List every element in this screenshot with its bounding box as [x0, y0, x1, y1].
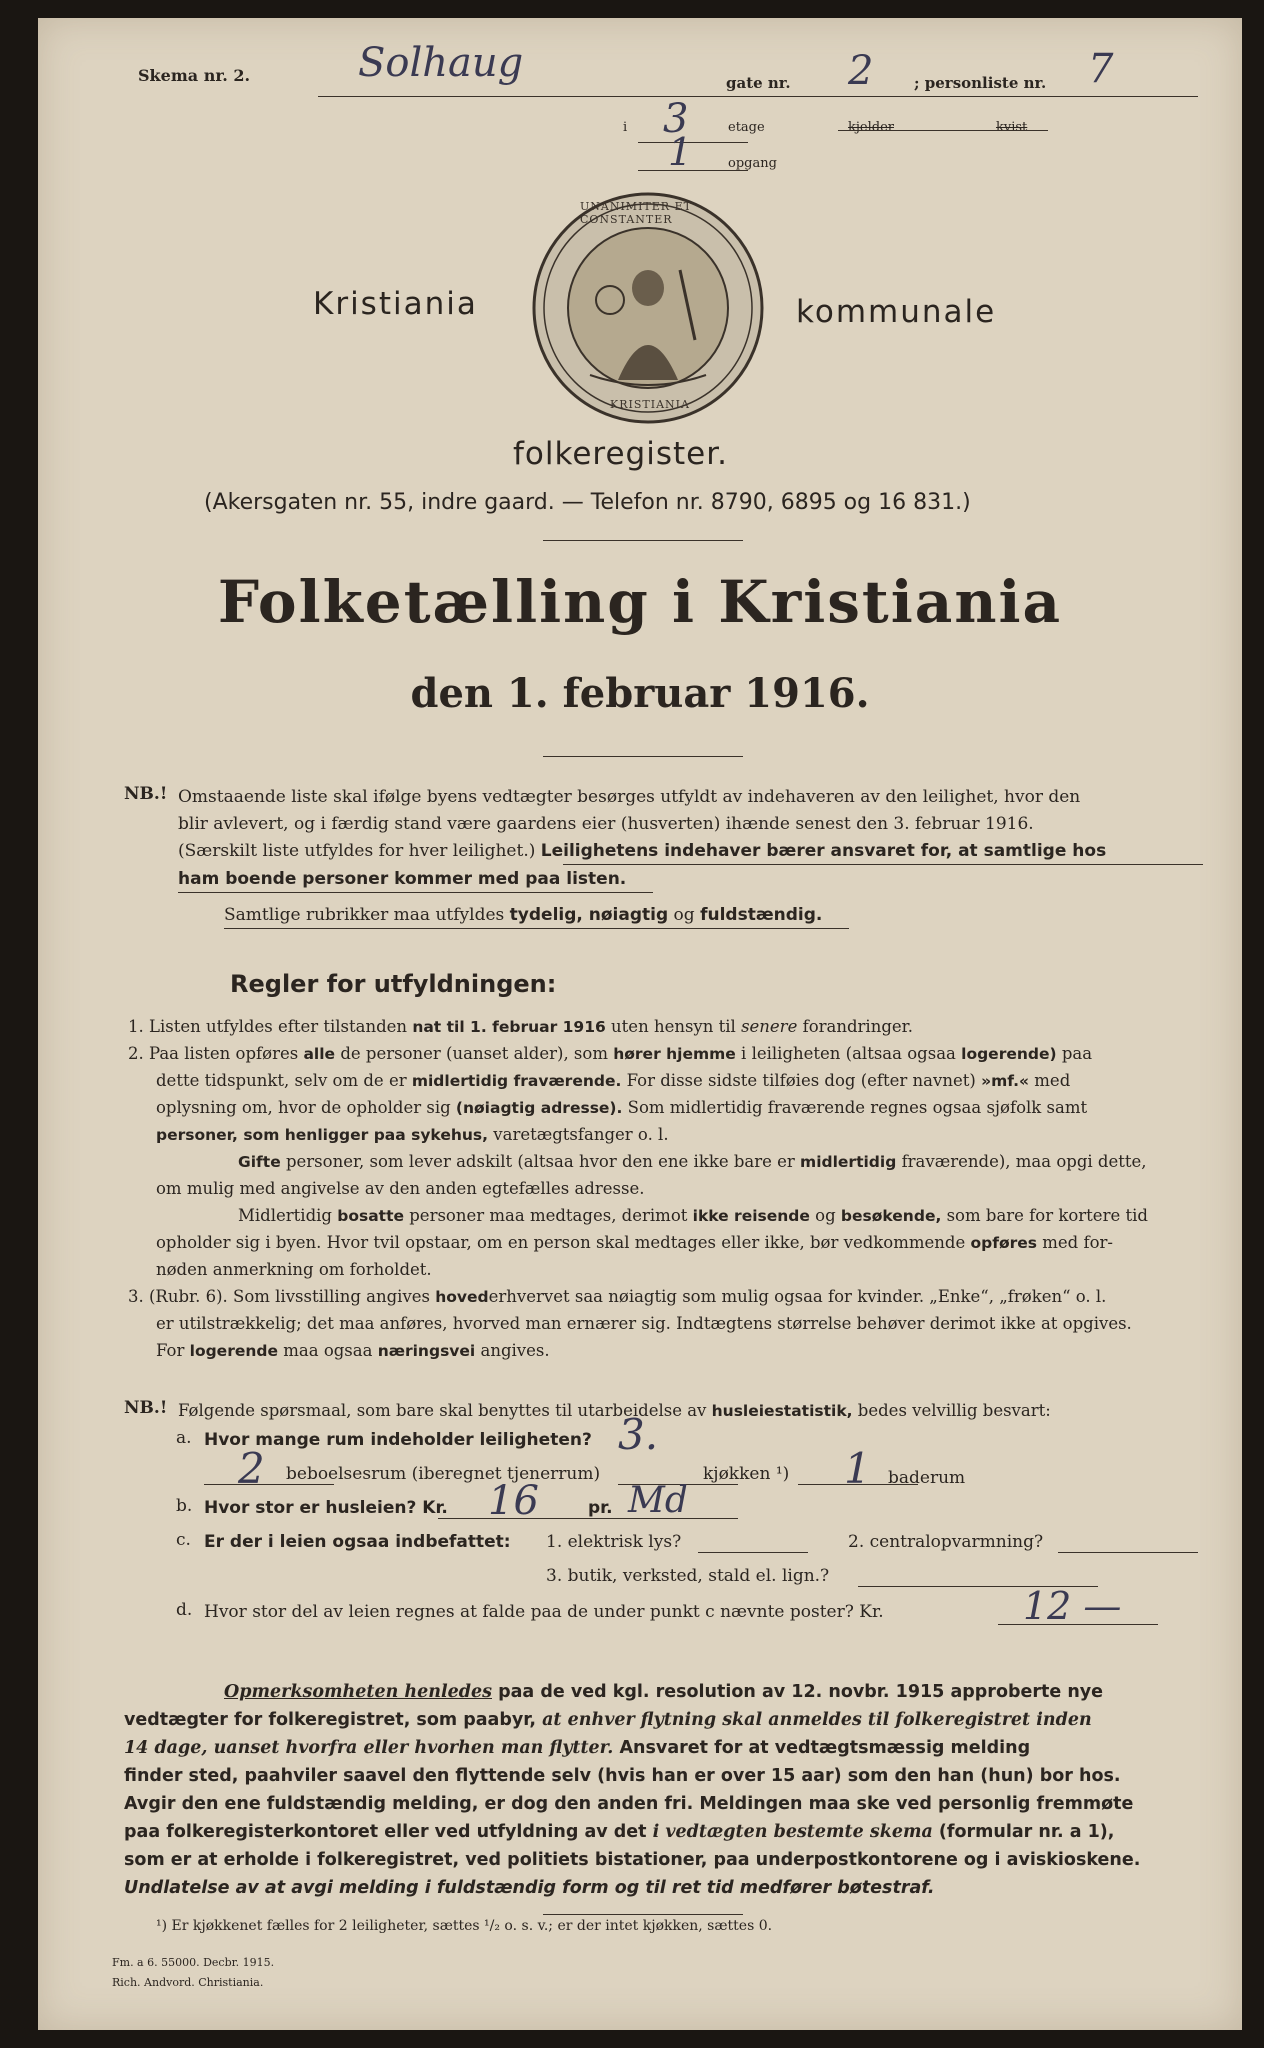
rule-2h: dette tidspunkt, selv om de er: [156, 1071, 407, 1090]
rule-2k: »mf.«: [981, 1072, 1030, 1090]
nb1-line5c: og: [673, 905, 695, 925]
rule-2p: personer, som henligger paa sykehus,: [156, 1126, 489, 1144]
nb2-intro-c: bedes velvillig besvart:: [857, 1401, 1051, 1420]
notice-line-8: Undlatelse av at avgi melding i fuldstændig form og til ret tid medfører bøtestraf.: [124, 1878, 935, 1898]
rule-3-line1: [128, 1284, 1208, 1310]
rule-2r: Gifte: [238, 1153, 281, 1171]
strike-rule: [838, 130, 1048, 131]
skema-number: Skema nr. 2.: [138, 66, 251, 85]
nb1-line4: ham boende personer kommer med paa listen.: [178, 869, 627, 889]
q-b-question: Hvor stor er husleien? Kr.: [204, 1498, 448, 1518]
rule-2x: bosatte: [337, 1207, 404, 1225]
footnote: ¹) Er kjøkkenet fælles for 2 leiligheter, sættes ¹/₂ o. s. v.; er der intet kjøkken, sættes 0.: [156, 1918, 773, 1934]
divider-3: [543, 1914, 743, 1915]
notice-6c: (formular nr. a 1),: [938, 1822, 1115, 1842]
notice-6a: paa folkeregisterkontoret eller ved utfyldning av det: [124, 1822, 647, 1842]
title-date: den 1. februar 1916.: [410, 670, 870, 717]
street-name-handwritten: Solhaug: [358, 40, 524, 86]
rule-3e: For: [156, 1341, 185, 1360]
rule-2e: i leiligheten (altsaa ogsaa: [741, 1044, 956, 1063]
rule-3b: hoved: [435, 1288, 489, 1306]
kjelder-label: kjelder: [848, 120, 894, 135]
nb1-underline-3: [224, 928, 849, 929]
rooms-label: beboelsesrum (iberegnet tjenerrum): [286, 1464, 601, 1484]
rule-2-line3: [156, 1095, 1206, 1121]
notice-line-1: [224, 1678, 1214, 1706]
notice-line-5: Avgir den ene fuldstændig melding, er dog den anden fri. Meldingen maa ske ved personlig fremmøte: [124, 1794, 1134, 1814]
divider-2: [543, 756, 743, 757]
nb1-label: NB.!: [124, 784, 168, 804]
rule-2-line6: om mulig med angivelse av den anden egtefælles adresse.: [156, 1179, 645, 1198]
rule-2w: Midlertidig: [238, 1206, 332, 1225]
rule-2o: Som midlertidig fraværende regnes ogsaa sjøfolk samt: [627, 1098, 1088, 1117]
rule-2aa: og: [815, 1206, 836, 1225]
nb2-intro: [178, 1398, 1218, 1424]
rule-2ad: opholder sig i byen. Hvor tvil opstaar, om en person skal medtages eller ikke, bør vedkommende: [156, 1233, 966, 1252]
rule-2-line7: [238, 1203, 1208, 1229]
rule-2f: logerende): [961, 1045, 1057, 1063]
rule-2g: paa: [1061, 1044, 1093, 1063]
etage-label: etage: [728, 120, 765, 135]
rent-rule: [438, 1518, 738, 1519]
nb2-intro-b: husleiestatistik,: [711, 1402, 853, 1420]
rule-1e: forandringer.: [802, 1017, 913, 1036]
rooms-handwritten: 2: [238, 1444, 265, 1493]
gate-number-handwritten: 2: [848, 48, 874, 94]
rule-2-line8: [156, 1230, 1206, 1256]
city-seal: [530, 190, 766, 426]
rule-3i: angives.: [480, 1341, 550, 1360]
bath-label: baderum: [888, 1468, 966, 1488]
nb1-line3a: (Særskilt liste utfyldes for hver leilighet.): [178, 841, 536, 861]
notice-3b: Ansvaret for at vedtægtsmæssig melding: [619, 1738, 1031, 1758]
rule-2n: (nøiagtig adresse).: [455, 1099, 623, 1117]
rule-2b: alle: [303, 1045, 336, 1063]
rule-2a: 2. Paa listen opføres: [128, 1044, 299, 1063]
notice-line-7: som er at erholde i folkeregistret, ved politiets bistationer, paa underpostkontorene og i aviskioskene.: [124, 1850, 1141, 1870]
rule-2-line9: nøden anmerkning om forholdet.: [156, 1260, 432, 1279]
rooms-rule: [204, 1484, 334, 1485]
notice-2b: at enhver flytning skal anmeldes til folkeregistret inden: [542, 1710, 1092, 1730]
rule-1c: uten hensyn til: [611, 1017, 736, 1036]
q-c-question: Er der i leien ogsaa indbefattet:: [204, 1532, 511, 1552]
notice-1b: paa de ved kgl. resolution av 12. novbr. 1915 approberte nye: [498, 1682, 1104, 1702]
rule-3g: maa ogsaa: [283, 1341, 373, 1360]
rule-2j: For disse sidste tilføies dog (efter navnet): [626, 1071, 976, 1090]
nb1-underline-2: [178, 892, 653, 893]
imprint-line-2: Rich. Andvord. Christiania.: [112, 1976, 264, 1989]
c2-rule: [1058, 1552, 1198, 1553]
q-d-label: d.: [176, 1600, 193, 1620]
personliste-number-handwritten: 7: [1088, 46, 1114, 92]
rule-2-line1: [128, 1041, 1208, 1067]
notice-line-3: [124, 1734, 1214, 1762]
rule-2l: med: [1034, 1071, 1071, 1090]
office-left-word: Kristiania: [313, 286, 478, 322]
opgang-handwritten: 1: [668, 130, 693, 174]
rules-heading: Regler for utfyldningen:: [230, 970, 557, 998]
q-c-option-2: 2. centralopvarmning?: [848, 1532, 1044, 1552]
rule-2ab: besøkende,: [840, 1207, 942, 1225]
d-rule: [998, 1624, 1158, 1625]
rule-2i: midlertidig fraværende.: [411, 1072, 622, 1090]
nb1-line1: Omstaaende liste skal ifølge byens vedtægter besørges utfyldt av indehaveren av den leilighet, hvor den: [178, 787, 1081, 807]
notice-2a: vedtægter for folkeregistret, som paabyr,: [124, 1710, 536, 1730]
etage-rule: [638, 142, 748, 143]
rule-2t: midlertidig: [800, 1153, 897, 1171]
header-rule: [318, 96, 1198, 97]
seal-bottom-text: KRISTIANIA: [610, 398, 690, 411]
personliste-label: ; personliste nr.: [914, 74, 1047, 92]
rule-2d: hører hjemme: [613, 1045, 736, 1063]
rule-2y: personer maa medtages, derimot: [409, 1206, 688, 1225]
office-right-word: kommunale: [796, 294, 997, 330]
nb1-line5: [224, 902, 1242, 929]
q-a-question: Hvor mange rum indeholder leiligheten?: [204, 1430, 592, 1450]
notice-line-2: [124, 1706, 1214, 1734]
q-b-label: b.: [176, 1496, 193, 1516]
kitchen-label: kjøkken ¹): [703, 1464, 790, 1484]
nb2-label: NB.!: [124, 1398, 168, 1418]
rule-2af: med for-: [1042, 1233, 1113, 1252]
rule-2-line5: [238, 1149, 1208, 1175]
opgang-label: opgang: [728, 156, 777, 171]
kitchen-handwritten: 1: [844, 1444, 871, 1493]
i-label: i: [623, 120, 628, 135]
q-d-answer-handwritten: 12 —: [1023, 1584, 1122, 1628]
q-c-label: c.: [176, 1530, 191, 1550]
office-address: (Akersgaten nr. 55, indre gaard. — Telefon nr. 8790, 6895 og 16 831.): [204, 490, 971, 515]
notice-6b: i vedtægten bestemte skema: [652, 1822, 933, 1842]
imprint-line-1: Fm. a 6. 55000. Decbr. 1915.: [112, 1956, 275, 1969]
rule-3f: logerende: [189, 1342, 278, 1360]
rent-amount-handwritten: 16: [488, 1478, 539, 1524]
rule-1b: nat til 1. februar 1916: [412, 1018, 606, 1036]
rule-2c: de personer (uanset alder), som: [340, 1044, 608, 1063]
rule-1: [128, 1014, 1158, 1040]
nb1-line5a: Samtlige rubrikker maa utfyldes: [224, 905, 505, 925]
rent-per-label: pr.: [588, 1498, 613, 1518]
rule-3a: 3. (Rubr. 6). Som livsstilling angives: [128, 1287, 430, 1306]
rule-2ae: opføres: [970, 1234, 1037, 1252]
rule-2s: personer, som lever adskilt (altsaa hvor den ene ikke bare er: [285, 1152, 795, 1171]
rule-2-line4: [156, 1122, 1206, 1148]
rule-3-line3: [156, 1338, 1206, 1364]
nb1-line3b: Leilighetens indehaver bærer ansvaret for, at samtlige hos: [540, 841, 1107, 861]
nb1-line3: [178, 838, 1218, 865]
title-main: Folketælling i Kristiania: [217, 568, 1063, 636]
rule-2q: varetægtsfanger o. l.: [493, 1125, 669, 1144]
kvist-label: kvist: [996, 120, 1028, 135]
census-form-sheet: [38, 18, 1242, 2030]
nb1-line5b: tydelig, nøiagtig: [509, 905, 669, 925]
nb1-line5d: fuldstændig.: [700, 905, 823, 925]
rule-1d: senere: [741, 1017, 798, 1036]
rule-3h: næringsvei: [377, 1342, 476, 1360]
rule-2-line2: [156, 1068, 1206, 1094]
office-name: folkeregister.: [513, 436, 728, 472]
gate-label: gate nr.: [726, 74, 791, 92]
rule-2u: fraværende), maa opgi dette,: [901, 1152, 1147, 1171]
rule-1a: 1. Listen utfyldes efter tilstanden: [128, 1017, 408, 1036]
etage-handwritten: 3: [663, 96, 689, 142]
rent-period-handwritten: Md: [628, 1480, 688, 1521]
c1-rule: [698, 1552, 808, 1553]
q-d-question: Hvor stor del av leien regnes at falde paa de under punkt c nævnte poster? Kr.: [204, 1602, 884, 1622]
notice-line-4: finder sted, paahviler saavel den flyttende selv (hvis han er over 15 aar) som den han (hun) bor hos.: [124, 1766, 1121, 1786]
rule-3c: erhvervet saa nøiagtig som mulig ogsaa for kvinder. „Enke“, „frøken“ o. l.: [488, 1287, 1107, 1306]
nb1-line2: blir avlevert, og i færdig stand være gaardens eier (husverten) ihænde senest den 3. februar 1916.: [178, 814, 1034, 834]
rule-2z: ikke reisende: [692, 1207, 810, 1225]
notice-1a: Opmerksomheten henledes: [224, 1682, 492, 1702]
notice-3a: 14 dage, uanset hvorfra eller hvorhen man flytter.: [124, 1738, 614, 1758]
q-c-option-3: 3. butik, verksted, stald el. lign.?: [546, 1566, 830, 1586]
nb1-underline-1: [563, 864, 1203, 865]
q-a-label: a.: [176, 1428, 192, 1448]
q-c-option-1: 1. elektrisk lys?: [546, 1532, 682, 1552]
rule-3-line2: er utilstrækkelig; det maa anføres, hvorved man ernærer sig. Indtægtens størrelse behøver derimot ikke at opgives.: [156, 1314, 1132, 1333]
divider-1: [543, 540, 743, 541]
seal-ring-text: UNANIMITER ET CONSTANTER: [580, 200, 692, 226]
rule-2m: oplysning om, hvor de opholder sig: [156, 1098, 451, 1117]
notice-line-6: [124, 1818, 1214, 1846]
rule-2ac: som bare for kortere tid: [946, 1206, 1148, 1225]
q-a-answer-handwritten: 3.: [618, 1410, 659, 1459]
nb2-intro-a: Følgende spørsmaal, som bare skal benyttes til utarbeidelse av: [178, 1401, 707, 1420]
